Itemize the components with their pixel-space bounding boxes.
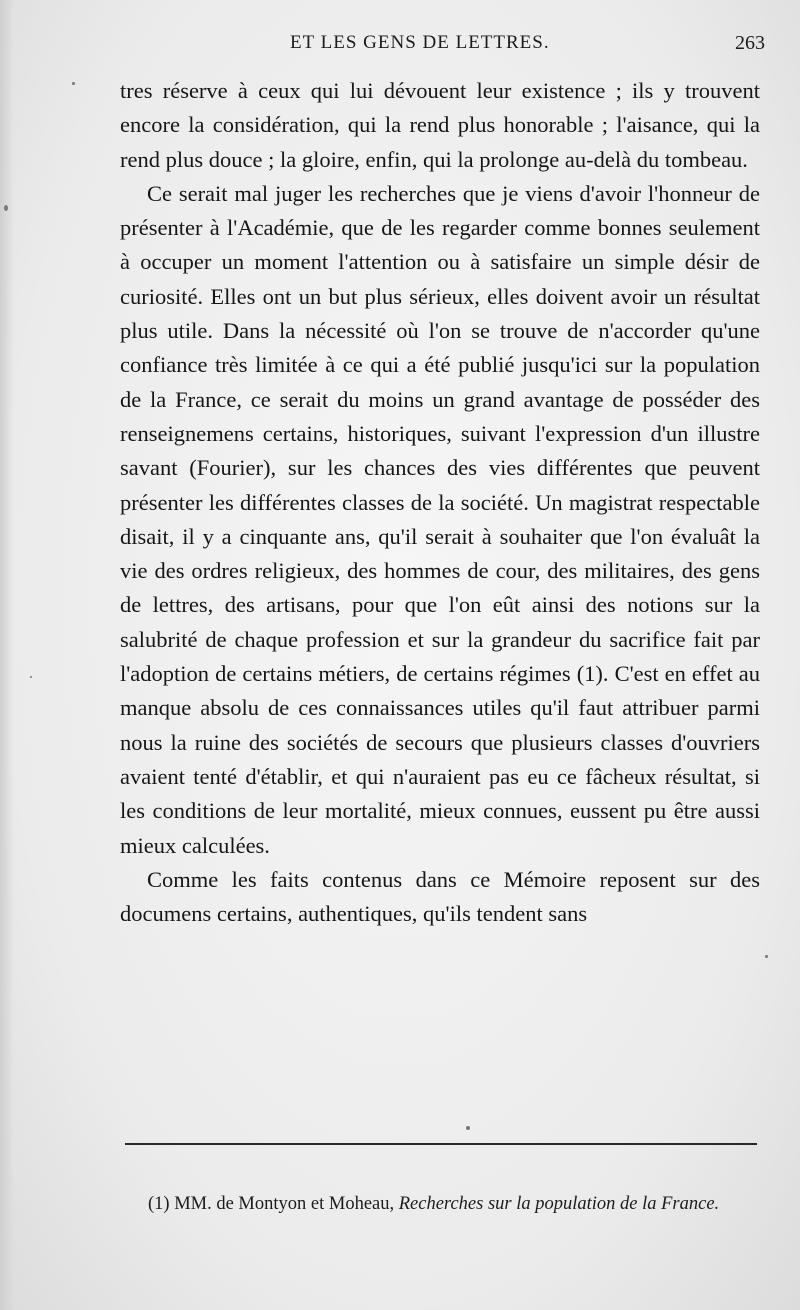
footnote-rule bbox=[125, 1143, 757, 1145]
paper-speck bbox=[30, 676, 32, 678]
binding-edge bbox=[0, 0, 14, 1310]
footnote-authors: (1) MM. de Montyon et Moheau, bbox=[148, 1194, 395, 1214]
body-text bbox=[120, 74, 760, 931]
paper-speck bbox=[765, 955, 768, 958]
paper-speck bbox=[72, 82, 75, 85]
paragraph: Comme les faits contenus dans ce Mémoire reposent sur des documens certains, authentiques, qu'ils tendent sans bbox=[120, 866, 760, 927]
footnote bbox=[128, 1190, 764, 1219]
paragraph-continued: tres réserve à ceux qui lui dévouent leur existence ; ils y trouvent encore la considération, qui la rend plus honorable ; l'aisance, qui la rend plus douce ; la gloire, enfin, qui la prolonge au-delà du tombeau. bbox=[120, 78, 760, 172]
page-number: 263 bbox=[735, 32, 765, 54]
footnote-title: Recherches sur la population de la France. bbox=[398, 1194, 720, 1214]
paper-speck bbox=[4, 205, 8, 211]
paper-speck bbox=[466, 1126, 470, 1130]
paragraph: Ce serait mal juger les recherches que je viens d'avoir l'honneur de présenter à l'Académie, que de les regarder comme bonnes seulement à occuper un moment l'attention ou à satisfaire un simple désir de curiosité. Elles ont un but plus sérieux, elles doivent avoir un résultat plus utile. Dans la nécessité où l'on se trouve de n'accorder qu'une confiance très limitée à ce qui a été publié jusqu'ici sur la population de la France, ce serait du moins un grand avantage de posséder des renseignemens certains, historiques, suivant l'expression d'un illustre savant (Fourier), sur les chances des vies différentes que peuvent présenter les différentes classes de la société. Un magistrat respectable disait, il y a cinquante ans, qu'il serait à souhaiter que l'on évaluât la vie des ordres religieux, des hommes de cour, des militaires, des gens de lettres, des artisans, pour que l'on eût ainsi des notions sur la salubrité de chaque profession et sur la grandeur du sacrifice fait par l'adoption de certains métiers, de certains régimes (1). C'est en effet au manque absolu de ces connaissances utiles qu'il faut attribuer parmi nous la ruine des sociétés de secours que plusieurs classes d'ouvriers avaient tenté d'établir, et qui n'auraient pas eu ce fâcheux résultat, si les conditions de leur mortalité, mieux connues, eussent pu être aussi mieux calculées. bbox=[120, 180, 760, 858]
running-title: ET LES GENS DE LETTRES. bbox=[290, 32, 550, 53]
running-head bbox=[120, 32, 765, 62]
